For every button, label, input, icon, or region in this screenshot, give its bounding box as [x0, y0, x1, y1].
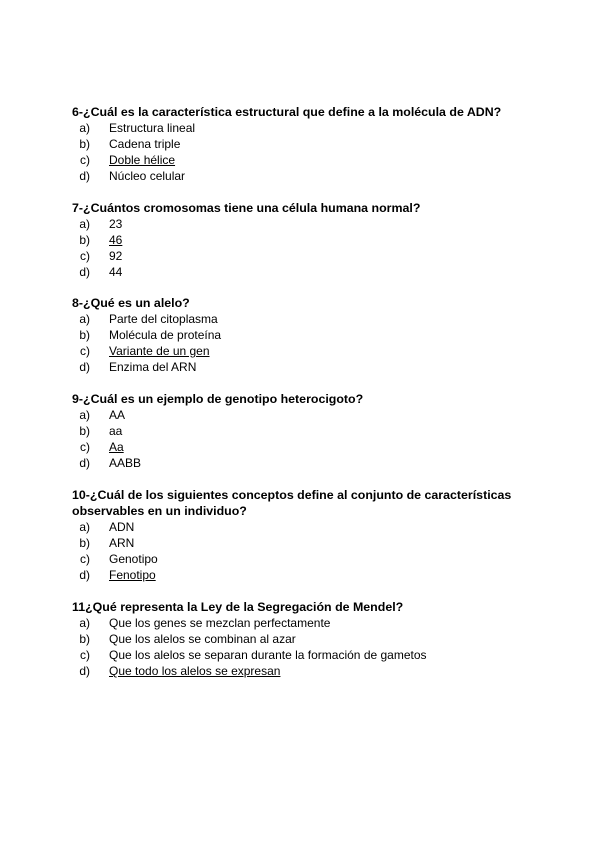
option-letter: a): [79, 121, 90, 135]
option-letter: c): [80, 648, 90, 662]
option-letter: c): [80, 552, 90, 566]
option-text: ARN: [109, 536, 135, 550]
option-d: [72, 264, 542, 280]
option-b: [72, 327, 542, 343]
option-text-correct: Variante de un gen: [109, 344, 210, 358]
option-text-correct: Aa: [109, 440, 124, 454]
option-a: [72, 216, 542, 232]
option-text: Parte del citoplasma: [109, 312, 218, 326]
option-text: Que los genes se mezclan perfectamente: [109, 616, 331, 630]
option-letter: d): [79, 360, 90, 374]
option-c: [72, 152, 542, 168]
option-text: ADN: [109, 520, 135, 534]
option-c: [72, 647, 542, 663]
option-letter: a): [79, 520, 90, 534]
question-8: [72, 295, 542, 375]
option-list: [72, 311, 542, 375]
option-letter: a): [79, 616, 90, 630]
option-text: aa: [109, 424, 123, 438]
option-letter: b): [79, 137, 90, 151]
option-list: [72, 615, 542, 679]
option-letter: c): [80, 153, 90, 167]
option-letter: c): [80, 249, 90, 263]
option-letter: b): [79, 328, 90, 342]
option-d: [72, 359, 542, 375]
option-letter: c): [80, 344, 90, 358]
option-text: Molécula de proteína: [109, 328, 222, 342]
option-text: Estructura lineal: [109, 121, 196, 135]
option-letter: d): [79, 169, 90, 183]
option-c: [72, 551, 542, 567]
option-a: [72, 407, 542, 423]
option-text: Núcleo celular: [109, 169, 186, 183]
option-text: 92: [109, 249, 123, 263]
question-9: [72, 391, 542, 471]
option-d: [72, 455, 542, 471]
option-letter: a): [79, 312, 90, 326]
option-text-correct: Doble hélice: [109, 153, 176, 167]
option-letter: b): [79, 424, 90, 438]
option-letter: a): [79, 408, 90, 422]
option-c: [72, 343, 542, 359]
option-b: [72, 423, 542, 439]
option-letter: a): [79, 217, 90, 231]
question-7: [72, 200, 542, 280]
question-title: 6-¿Cuál es la característica estructural que define a la molécula de ADN?: [72, 105, 502, 119]
option-letter: b): [79, 233, 90, 247]
option-a: [72, 311, 542, 327]
option-letter: d): [79, 265, 90, 279]
option-letter: b): [79, 632, 90, 646]
option-letter: d): [79, 456, 90, 470]
question-title: 9-¿Cuál es un ejemplo de genotipo heterocigoto?: [72, 392, 364, 406]
question-title: 10-¿Cuál de los siguientes conceptos define al conjunto de características observables en un individuo?: [72, 488, 512, 518]
option-text: Genotipo: [109, 552, 158, 566]
option-c: [72, 248, 542, 264]
question-title: 11¿Qué representa la Ley de la Segregación de Mendel?: [72, 600, 404, 614]
option-d: [72, 168, 542, 184]
option-letter: d): [79, 664, 90, 678]
question-title: 8-¿Qué es un alelo?: [72, 296, 190, 310]
question-title: 7-¿Cuántos cromosomas tiene una célula humana normal?: [72, 201, 421, 215]
option-text: Cadena triple: [109, 137, 181, 151]
option-text-correct: 46: [109, 233, 123, 247]
option-text-correct: Fenotipo: [109, 568, 156, 582]
option-a: [72, 120, 542, 136]
option-a: [72, 615, 542, 631]
option-text: Que los alelos se separan durante la formación de gametos: [109, 648, 427, 662]
option-b: [72, 535, 542, 551]
option-list: [72, 120, 542, 184]
option-text: 44: [109, 265, 123, 279]
option-d: [72, 567, 542, 583]
question-6: [72, 104, 542, 184]
option-c: [72, 439, 542, 455]
option-letter: b): [79, 536, 90, 550]
option-b: [72, 136, 542, 152]
question-10: [72, 487, 542, 583]
option-b: [72, 232, 542, 248]
option-list: [72, 519, 542, 583]
option-letter: c): [80, 440, 90, 454]
question-11: [72, 599, 542, 679]
option-text: Que los alelos se combinan al azar: [109, 632, 296, 646]
option-list: [72, 407, 542, 471]
option-b: [72, 631, 542, 647]
option-text: AABB: [109, 456, 142, 470]
option-letter: d): [79, 568, 90, 582]
option-text: 23: [109, 217, 123, 231]
option-a: [72, 519, 542, 535]
option-text-correct: Que todo los alelos se expresan: [109, 664, 281, 678]
option-list: [72, 216, 542, 280]
option-d: [72, 663, 542, 679]
option-text: Enzima del ARN: [109, 360, 197, 374]
option-text: AA: [109, 408, 126, 422]
